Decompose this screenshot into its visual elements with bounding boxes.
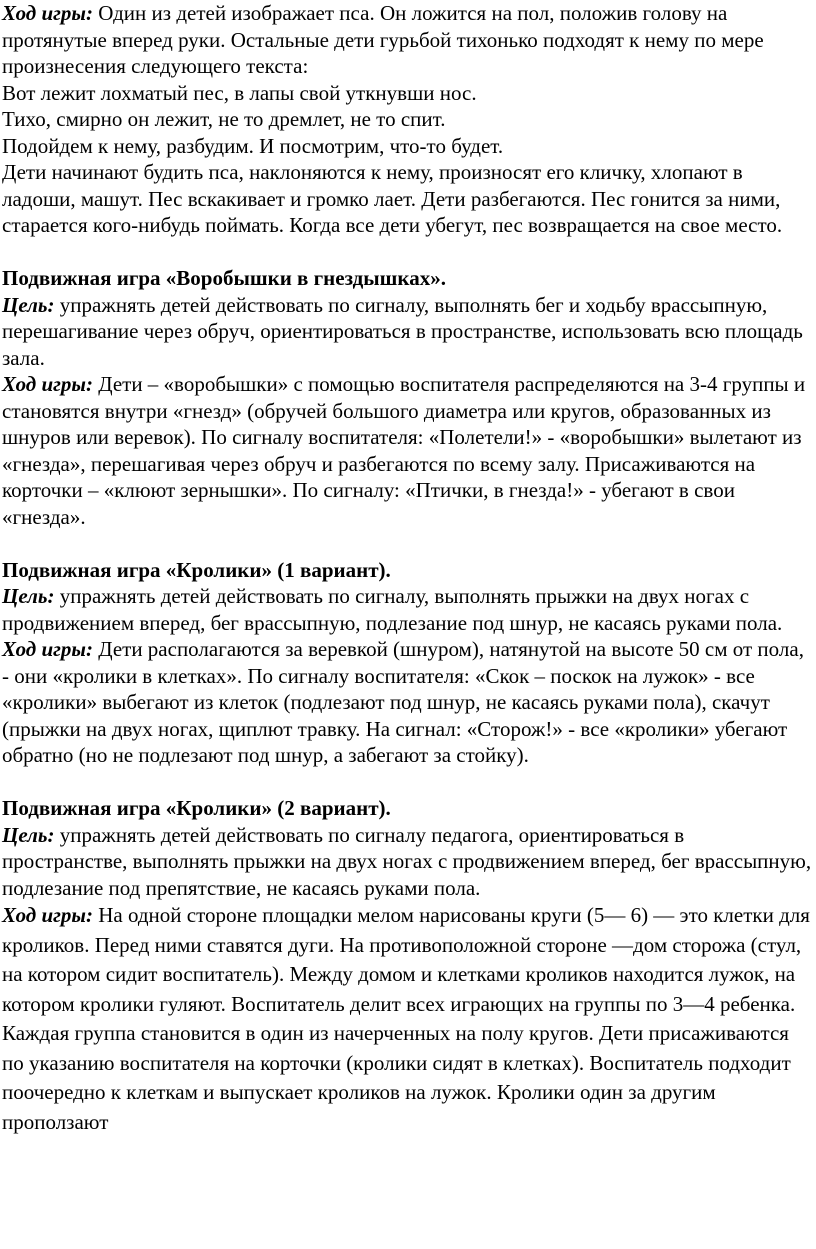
game-sparrows-rules xyxy=(2,371,812,530)
game-rabbits-2-rules-text: На одной стороне площадки мелом нарисованы круги (5— 6) — это клетки для кроликов. Перед ними ставятся дуги. На противоположной стороне —дом сторожа (стул, на котором сидит воспитатель). Между домом и клетками кроликов находится лужок, на котором кролики гуляют. Воспитатель делит всех играющих на группы по 3—4 ребенка. Каждая группа становится в один из начерченных на полу кругов. Дети присаживаются по указанию воспитателя на корточки (кролики сидят в клетках). Воспитатель подходит поочередно к клеткам и выпускает кроликов на лужок. Кролики один за другим проползают xyxy=(2,903,810,1134)
hod-label: Ход игры: xyxy=(2,1,93,25)
hod-label: Ход игры: xyxy=(2,903,93,927)
hod-label: Ход игры: xyxy=(2,372,93,396)
game-sparrows-section xyxy=(2,265,812,530)
cel-label: Цель: xyxy=(2,292,55,317)
paragraph-gap xyxy=(2,530,812,557)
verse-line-3: Подойдем к нему, разбудим. И посмотрим, что-то будет. xyxy=(2,133,504,158)
paragraph-gap xyxy=(2,239,812,266)
game-rabbits-1-section xyxy=(2,557,812,769)
game-rabbits-1-goal xyxy=(2,583,812,636)
cel-label: Цель: xyxy=(2,584,55,608)
paragraph-gap xyxy=(2,769,812,796)
game-rabbits-2-goal xyxy=(2,822,812,902)
cel-label: Цель: xyxy=(2,822,55,847)
game-dog-continuation: Дети начинают будить пса, наклоняются к нему, произносят его кличку, хлопают в ладоши, машут. Пес вскакивает и громко лает. Дети разбегаются. Пес гонится за ними, старается кого-нибудь поймать. Когда все дети убегут, пес возвращается на свое место. xyxy=(2,160,783,237)
game-sparrows-goal-text: упражнять детей действовать по сигналу, выполнять бег и ходьбу врассыпную, перешагивание через обруч, ориентироваться в пространстве, использовать всю площадь зала. xyxy=(2,292,803,370)
game-rabbits-2-title: Подвижная игра «Кролики» (2 вариант). xyxy=(2,796,391,820)
game-rabbits-1-goal-text: упражнять детей действовать по сигналу, выполнять прыжки на двух ногах с продвижением вперед, бег врассыпную, подлезание под шнур, не касаясь руками пола. xyxy=(2,584,783,635)
game-sparrows-rules-text: Дети – «воробышки» с помощью воспитателя распределяются на 3-4 группы и становятся внутри «гнезд» (обручей большого диаметра или кругов, образованных из шнуров или веревок). По сигналу воспитателя: «Полетели!» - «воробышки» вылетают из «гнезда», перешагивая через обруч и разбегаются по всему залу. Присаживаются на корточки – «клюют зернышки». По сигналу: «Птички, в гнезда!» - убегают в свои «гнезда». xyxy=(2,372,806,529)
game-rabbits-1-rules xyxy=(2,636,812,769)
game-dog-section xyxy=(2,0,812,239)
game-dog-rules-text: Один из детей изображает пса. Он ложится на пол, положив голову на протянутые вперед руки. Остальные дети гурьбой тихонько подходят к нему по мере произнесения следующего текста: xyxy=(2,1,764,78)
game-rabbits-2-section xyxy=(2,795,812,1137)
verse-line-2: Тихо, смирно он лежит, не то дремлет, не то спит. xyxy=(2,107,446,131)
game-rabbits-1-title: Подвижная игра «Кролики» (1 вариант). xyxy=(2,557,391,582)
game-rabbits-1-rules-text: Дети располагаются за веревкой (шнуром), натянутой на высоте 50 см от пола, - они «кролики в клетках». По сигналу воспитателя: «Скок – поскок на лужок» - все «кролики» выбегают из клеток (подлезают под шнур, не касаясь руками пола), скачут (прыжки на двух ногах, щиплют травку. На сигнал: «Сторож!» - все «кролики» убегают обратно (но не подлезают под шнур, а забегают за стойку). xyxy=(2,637,804,767)
game-rabbits-2-goal-text: упражнять детей действовать по сигналу педагога, ориентироваться в пространстве, выполнять прыжки на двух ногах с продвижением вперед, бег врассыпную, подлезание под препятствие, не касаясь руками пола. xyxy=(2,822,812,900)
verse-line-1: Вот лежит лохматый пес, в лапы свой уткнувши нос. xyxy=(2,80,477,105)
game-sparrows-title: Подвижная игра «Воробышки в гнездышках». xyxy=(2,266,446,290)
hod-label: Ход игры: xyxy=(2,637,93,661)
game-sparrows-goal xyxy=(2,292,812,372)
game-rabbits-2-rules xyxy=(2,901,812,1137)
game-dog-rules xyxy=(2,0,812,80)
